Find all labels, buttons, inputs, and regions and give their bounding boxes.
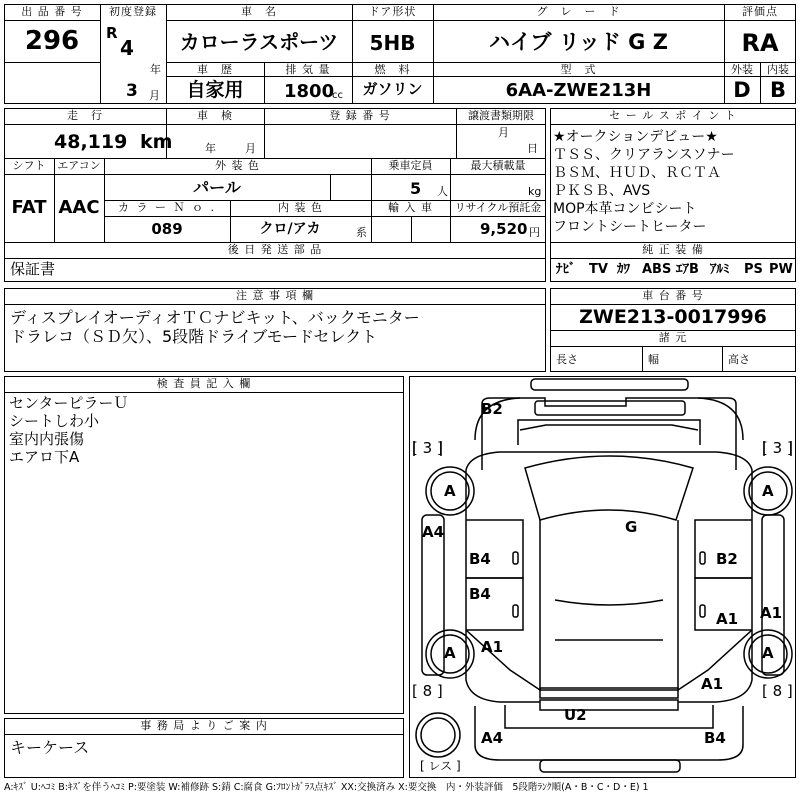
office-text: キーケース — [10, 738, 90, 757]
year-unit: 年 — [150, 63, 161, 76]
max-load-unit: kg — [528, 185, 542, 198]
car-name: カローラスポーツ — [179, 30, 339, 54]
inspector-line: シートしわ小 — [9, 412, 100, 430]
month-unit: 月 — [149, 89, 160, 102]
fuel: ガソリン — [362, 80, 423, 98]
recycle-fee-unit: 円 — [529, 226, 540, 239]
office-label: 事 務 局 よ り ご 案 内 — [140, 719, 268, 732]
tread-rear-left: [ 8 ] — [412, 682, 443, 700]
transfer-day-unit: 日 — [527, 142, 538, 155]
displacement-unit: cc — [332, 90, 343, 101]
score-label: 評価点 — [742, 5, 778, 18]
model-code: 6AA-ZWE213H — [505, 80, 652, 101]
aircon: AAC — [58, 197, 100, 218]
transfer-month-unit: 月 — [498, 126, 509, 139]
model-code-label: 型 式 — [560, 63, 597, 76]
notes-line: ディスプレイオーディオＴＣナビキット、バックモニター — [10, 308, 420, 327]
notes-line: ドラレコ（ＳＤ欠）、5段階ドライブモードセレクト — [10, 327, 378, 346]
inspection-month-unit: 月 — [245, 142, 256, 155]
damage-mark: A — [444, 644, 456, 662]
equipment-item: PS — [744, 262, 763, 277]
equipment-item: TV — [589, 262, 608, 277]
seating-unit: 人 — [437, 185, 448, 198]
sales-point-line: ＴＳＳ、クリアランスソナー — [553, 147, 735, 163]
sales-point-line: ★オークションデビュー★ — [553, 129, 718, 145]
damage-mark: G — [625, 518, 638, 536]
length-label: 長さ — [556, 353, 578, 366]
grade: ハイブ リッド G Z — [489, 30, 668, 54]
seating-capacity-label: 乗車定員 — [388, 159, 433, 172]
first-registration-label: 初度登録 — [109, 5, 157, 18]
registration-month: 3 — [126, 81, 138, 101]
damage-mark: A — [762, 482, 774, 500]
notes-label: 注 意 事 項 欄 — [236, 289, 314, 302]
sales-point-line: MOP本革コンビシート — [553, 201, 697, 217]
car-name-label: 車 名 — [241, 5, 277, 18]
damage-mark: A — [444, 482, 456, 500]
transfer-deadline-label: 譲渡書類期限 — [468, 109, 534, 122]
chassis-number-label: 車 台 番 号 — [642, 289, 704, 302]
era-mark: R — [106, 24, 118, 42]
mileage-label: 走 行 — [67, 109, 103, 122]
damage-mark: B2 — [481, 400, 503, 418]
mileage: 48,119 — [54, 131, 128, 153]
color-number-label: カ ラ ー Ｎ ｏ . — [118, 201, 216, 214]
equipment-item: ｱﾙﾐ — [710, 262, 730, 277]
door-type-label: ドア形状 — [368, 5, 417, 18]
displacement: 1800 — [284, 81, 335, 102]
interior-grade: B — [769, 78, 786, 102]
displacement-label: 排 気 量 — [285, 63, 331, 76]
lot-number-label: 出 品 番 号 — [21, 5, 83, 18]
interior-color-label: 内 装 色 — [278, 201, 323, 214]
fuel-label: 燃 料 — [374, 63, 411, 76]
inspector-line: 室内内張傷 — [9, 430, 85, 448]
equipment-item: ｴｱB — [676, 262, 699, 277]
seating-capacity: 5 — [410, 179, 422, 198]
spare-tire-label: [ レス ] — [420, 759, 461, 773]
tread-rear-right: [ 8 ] — [762, 682, 793, 700]
recycle-fee: 9,520 — [480, 220, 528, 238]
damage-mark: B4 — [704, 729, 726, 747]
color-number: 089 — [151, 220, 183, 238]
later-parts: 保証書 — [10, 260, 56, 278]
import-label: 輸 入 車 — [388, 201, 433, 214]
inspection-label: 車 検 — [197, 109, 233, 122]
max-load-label: 最大積載量 — [470, 159, 526, 172]
history: 自家用 — [186, 79, 244, 101]
tread-front-left: [ 3 ] — [412, 439, 443, 457]
exterior-color-label: 外 装 色 — [215, 159, 260, 172]
lot-number: 296 — [24, 26, 80, 56]
equipment-item: ﾅﾋﾞ — [556, 262, 576, 277]
interior-grade-label: 内装 — [767, 63, 789, 76]
damage-mark: A1 — [481, 638, 504, 656]
damage-mark: A4 — [481, 729, 504, 747]
legend: A:ｷｽﾞ U:ﾍｺﾐ B:ｷｽﾞを伴うﾍｺﾐ P:要塗装 W:補修跡 S:錆 C:腐食 G:ﾌﾛﾝﾄｶﾞﾗｽ点ｷｽﾞ XX:交換済み X:要交換 内・外装評価 5段階ﾗﾝｸ順(A・B・C・D・E) 1 — [4, 782, 649, 793]
grade-label: グ レ ー ド — [536, 5, 621, 18]
inspector-label: 検 査 員 記 入 欄 — [156, 377, 252, 390]
equipment-item: PW — [769, 262, 793, 277]
registration-number-label: 登 録 番 号 — [329, 109, 391, 122]
inspector-line: エアロ下A — [9, 448, 80, 466]
width-label: 幅 — [648, 353, 659, 366]
damage-mark: B4 — [469, 585, 491, 603]
damage-mark: A — [762, 644, 774, 662]
exterior-grade-label: 外装 — [731, 63, 753, 76]
height-label: 高さ — [728, 353, 750, 366]
interior-color: クロ/アカ — [259, 221, 321, 237]
overall-score: RA — [741, 29, 779, 57]
mileage-unit: km — [140, 131, 173, 153]
aircon-label: エアコン — [57, 159, 101, 172]
sales-point-label: セ ー ル ス ポ イ ン ト — [609, 109, 737, 122]
dimensions-label: 諸 元 — [658, 331, 688, 344]
inspector-line: センターピラーＵ — [9, 394, 129, 412]
damage-mark: B4 — [469, 550, 491, 568]
exterior-grade: D — [733, 78, 751, 102]
equipment-item: ｶﾜ — [617, 262, 630, 277]
equipment-label: 純 正 装 備 — [642, 243, 704, 256]
shift: FAT — [11, 197, 47, 218]
registration-year: 4 — [120, 36, 134, 60]
exterior-color: パール — [193, 178, 241, 197]
sales-point-line: ＢＳＭ、ＨＵＤ、ＲＣＴＡ — [553, 165, 721, 181]
damage-mark: B2 — [716, 550, 738, 568]
interior-color-unit: 系 — [356, 226, 367, 239]
damage-mark: A4 — [422, 523, 445, 541]
door-type: 5HB — [369, 31, 416, 55]
damage-mark: U2 — [564, 706, 587, 724]
damage-mark: A1 — [716, 610, 739, 628]
later-parts-label: 後 日 発 送 部 品 — [227, 243, 323, 256]
recycle-fee-label: リサイクル預託金 — [454, 201, 542, 214]
history-label: 車 歴 — [197, 63, 233, 76]
damage-mark: A1 — [760, 604, 783, 622]
inspection-year-unit: 年 — [205, 142, 216, 155]
sales-point-line: フロントシートヒーター — [553, 219, 707, 235]
damage-mark: A1 — [701, 675, 724, 693]
chassis-number: ZWE213-0017996 — [579, 306, 767, 328]
tread-front-right: [ 3 ] — [762, 439, 793, 457]
shift-label: シフト — [12, 159, 46, 172]
sales-point-line: ＰＫＳＢ、AVS — [553, 183, 651, 199]
equipment-item: ABS — [642, 262, 672, 277]
